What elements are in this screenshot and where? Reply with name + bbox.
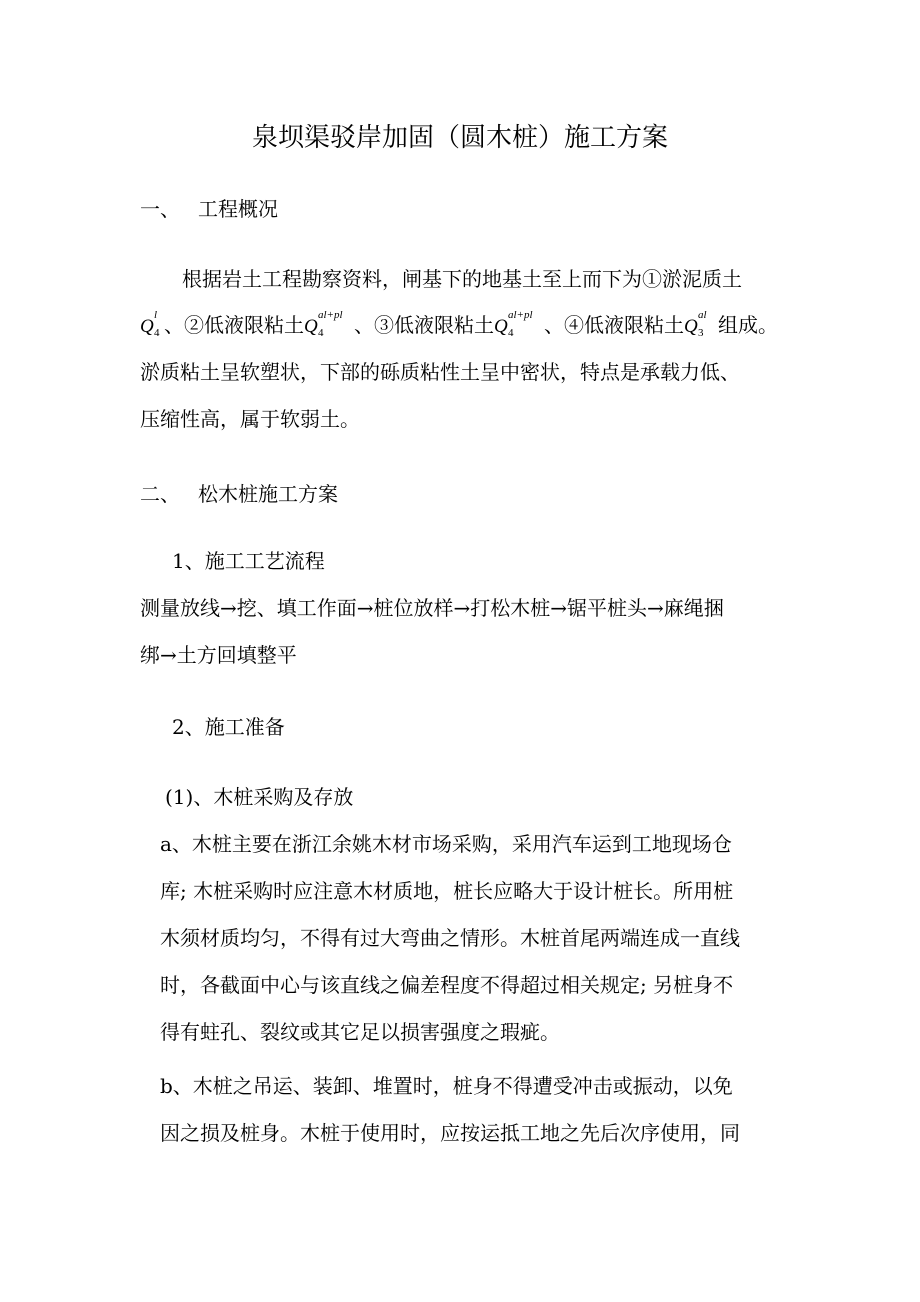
section-2-heading <box>140 481 338 507</box>
section-1-heading <box>140 196 278 222</box>
paragraph-text: 、③低液限粘土 <box>354 313 494 337</box>
paragraph-text: 、②低液限粘土 <box>164 313 304 337</box>
section-2-title: 松木桩施工方案 <box>198 482 338 506</box>
paragraph-line: 压缩性高，属于软弱土。 <box>140 407 360 431</box>
paragraph-line: a、木桩主要在浙江余姚木材市场采购，采用汽车运到工地现场仓 <box>160 832 732 856</box>
paragraph-line: 淤质粘土呈软塑状，下部的砾质粘性土呈中密状，特点是承载力低、 <box>140 360 740 384</box>
subsection-1-heading: 1、施工工艺流程 <box>172 549 325 573</box>
paragraph-formula-line <box>140 309 778 340</box>
formula-q4-l: Q l 4 <box>140 309 160 339</box>
paragraph-line: 测量放线→挖、填工作面→桩位放样→打松木桩→锯平桩头→麻绳捆 <box>140 596 724 620</box>
section-2-number: 二、 <box>140 482 180 506</box>
paragraph-line: 木须材质均匀，不得有过大弯曲之情形。木桩首尾两端连成一直线 <box>160 926 740 950</box>
formula-q4-al-pl: Q al+pl 4 <box>494 309 533 339</box>
subsection-2-heading: 2、施工准备 <box>172 715 285 739</box>
paragraph-line: 得有蛀孔、裂纹或其它足以损害强度之瑕疵。 <box>160 1020 560 1044</box>
paragraph-text: 、④低液限粘土 <box>544 313 684 337</box>
formula-q3-al: Q al 3 <box>684 309 707 339</box>
paragraph-line: 因之损及桩身。木桩于使用时，应按运抵工地之先后次序使用，同 <box>160 1121 740 1145</box>
paragraph-line: 根据岩土工程勘察资料，闸基下的地基土至上而下为①淤泥质土 <box>182 267 742 291</box>
formula-q4-al-pl: Q al+pl 4 <box>304 309 343 339</box>
paragraph-line: 库; 木桩采购时应注意木材质地，桩长应略大于设计桩长。所用桩 <box>160 879 734 903</box>
paragraph-text: 组成。 <box>718 313 778 337</box>
item-1-heading: (1)、木桩采购及存放 <box>165 785 354 809</box>
section-1-title: 工程概况 <box>198 197 278 221</box>
paragraph-line: 绑→土方回填整平 <box>140 643 297 667</box>
paragraph-line: b、木桩之吊运、装卸、堆置时，桩身不得遭受冲击或振动，以免 <box>160 1074 733 1098</box>
section-1-number: 一、 <box>140 197 180 221</box>
paragraph-line: 时，各截面中心与该直线之偏差程度不得超过相关规定; 另桩身不 <box>160 973 734 997</box>
document-title: 泉坝渠驳岸加固（圆木桩）施工方案 <box>251 123 668 153</box>
